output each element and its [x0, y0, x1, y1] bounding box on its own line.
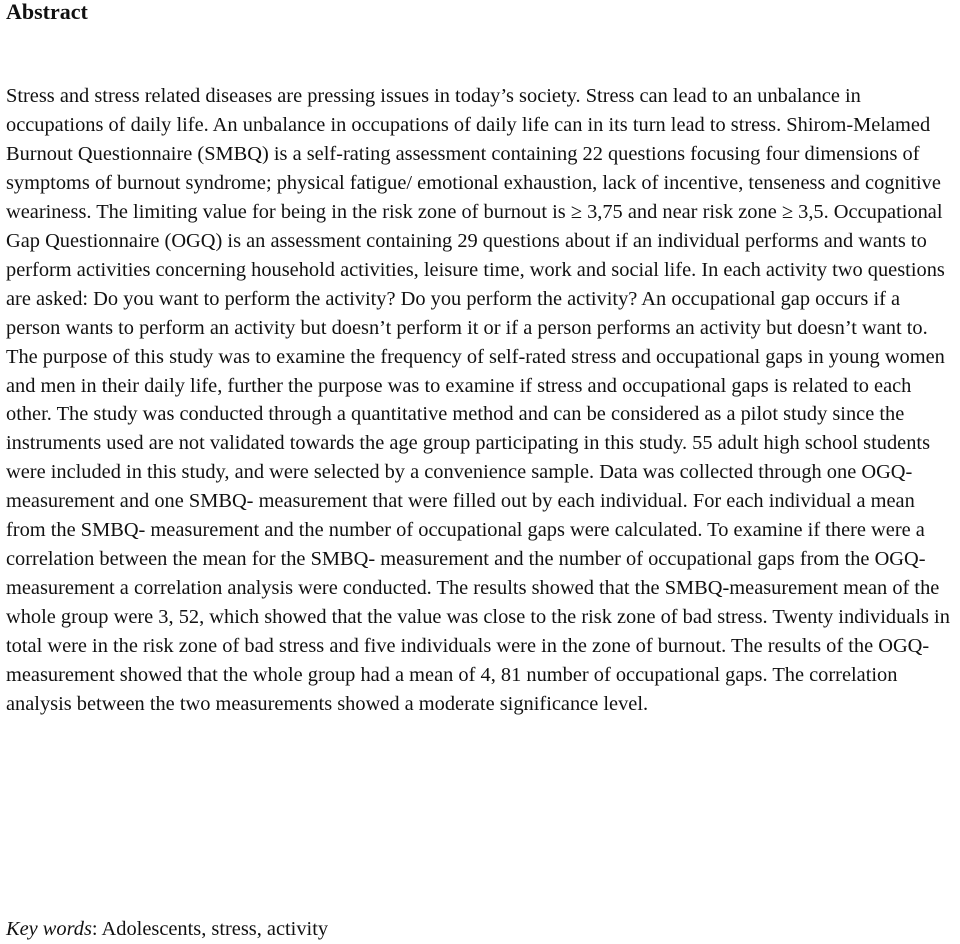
document-page [6, 0, 958, 940]
keywords-label: Key words [6, 918, 92, 940]
abstract-body: Stress and stress related diseases are pressing issues in today’s society. Stress can lead to an unbalance in occupations of daily life. An unbalance in occupations of daily life can in its turn lead to stress. Shirom-Melamed Burnout Questionnaire (SMBQ) is a self-rating assessment containing 22 questions focusing four dimensions of symptoms of burnout syndrome; physical fatigue/ emotional exhaustion, lack of incentive, tenseness and cognitive weariness. The limiting value for being in the risk zone of burnout is ≥ 3,75 and near risk zone ≥ 3,5. Occupational Gap Questionnaire (OGQ) is an assessment containing 29 questions about if an individual performs and wants to perform activities concerning household activities, leisure time, work and social life. In each activity two questions are asked: Do you want to perform the activity? Do you perform the activity? An occupational gap occurs if a person wants to perform an activity but doesn’t perform it or if a person performs an activity but doesn’t want to. The purpose of this study was to examine the frequency of self-rated stress and occupational gaps in young women and men in their daily life, further the purpose was to examine if stress and occupational gaps is related to each other. The study was conducted through a quantitative method and can be considered as a pilot study since the instruments used are not validated towards the age group participating in this study. 55 adult high school students were included in this study, and were selected by a convenience sample. Data was collected through one OGQ- measurement and one SMBQ- measurement that were filled out by each individual. For each individual a mean from the SMBQ- measurement and the number of occupational gaps were calculated. To examine if there were a correlation between the mean for the SMBQ- measurement and the number of occupational gaps from the OGQ-measurement a correlation analysis were conducted. The results showed that the SMBQ-measurement mean of the whole group were 3, 52, which showed that the value was close to the risk zone of bad stress. Twenty individuals in total were in the risk zone of bad stress and five individuals were in the zone of burnout. The results of the OGQ- measurement showed that the whole group had a mean of 4, 81 number of occupational gaps. The correlation analysis between the two measurements showed a moderate significance level. [6, 85, 950, 716]
keywords-separator: : [91, 918, 102, 940]
keywords-value: Adolescents, stress, activity [101, 918, 329, 940]
keywords-line [6, 915, 328, 943]
abstract-heading: Abstract [6, 0, 88, 24]
